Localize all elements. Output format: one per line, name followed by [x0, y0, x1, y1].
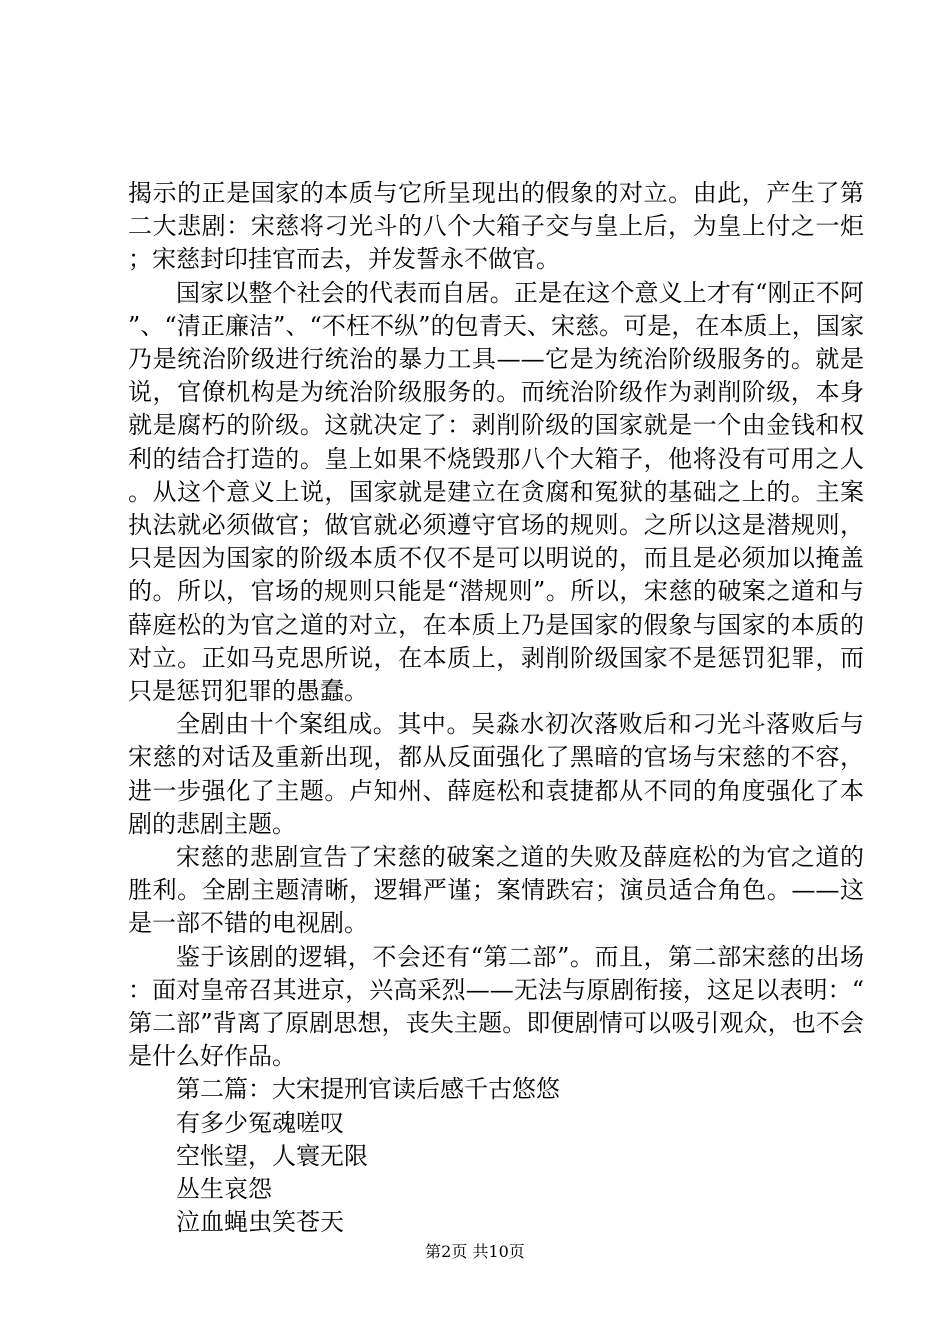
- section-heading: 第二篇：大宋提刑官读后感千古悠悠: [176, 1075, 560, 1104]
- poem-line-2: 空怅望，人寰无限: [176, 1141, 368, 1170]
- page-number-footer: 第2页 共10页: [425, 1242, 525, 1261]
- poem-line-3: 丛生哀怨: [176, 1175, 272, 1204]
- document-body: [128, 177, 864, 1240]
- paragraph-3: 全剧由十个案组成。其中。吴淼水初次落败后和刁光斗落败后与宋慈的对话及重新出现，都从反面强化了黑暗的官场与宋慈的不容，进一步强化了主题。卢知州、薛庭松和袁捷都从不同的角度强化了本剧的悲剧主题。: [128, 710, 864, 838]
- poem-line-1: 有多少冤魂嗟叹: [176, 1108, 344, 1137]
- paragraph-5: 鉴于该剧的逻辑，不会还有“第二部”。而且，第二部宋慈的出场：面对皇帝召其进京，兴高采烈——无法与原剧衔接，这足以表明：“第二部”背离了原剧思想，丧失主题。即便剧情可以吸引观众，也不会是什么好作品。: [128, 942, 864, 1071]
- paragraph-2: 国家以整个社会的代表而自居。正是在这个意义上才有“刚正不阿”、“清正廉洁”、“不枉不纵”的包青天、宋慈。可是，在本质上，国家乃是统治阶级进行统治的暴力工具——它是为统治阶级服务的。就是说，官僚机构是为统治阶级服务的。而统治阶级作为剥削阶级，本身就是腐朽的阶级。这就决定了：剥削阶级的国家就是一个由金钱和权利的结合打造的。皇上如果不烧毁那八个大箱子，他将没有可用之人。从这个意义上说，国家就是建立在贪腐和冤狱的基础之上的。主案执法就必须做官；做官就必须遵守官场的规则。之所以这是潜规则，只是因为国家的阶级本质不仅不是可以明说的，而且是必须加以掩盖的。所以，官场的规则只能是“潜规则”。所以，宋慈的破案之道和与薛庭松的为官之道的对立，在本质上乃是国家的假象与国家的本质的对立。正如马克思所说，在本质上，剥削阶级国家不是惩罚犯罪，而只是惩罚犯罪的愚蠢。: [128, 278, 864, 706]
- paragraph-4: 宋慈的悲剧宣告了宋慈的破案之道的失败及薛庭松的为官之道的胜利。全剧主题清晰，逻辑严谨；案情跌宕；演员适合角色。——这是一部不错的电视剧。: [128, 843, 864, 938]
- poem-line-4: 泣血蝇虫笑苍天: [176, 1208, 344, 1237]
- paragraph-1: 揭示的正是国家的本质与它所呈现出的假象的对立。由此，产生了第二大悲剧：宋慈将刁光斗的八个大箱子交与皇上后，为皇上付之一炬；宋慈封印挂官而去，并发誓永不做官。: [128, 179, 864, 274]
